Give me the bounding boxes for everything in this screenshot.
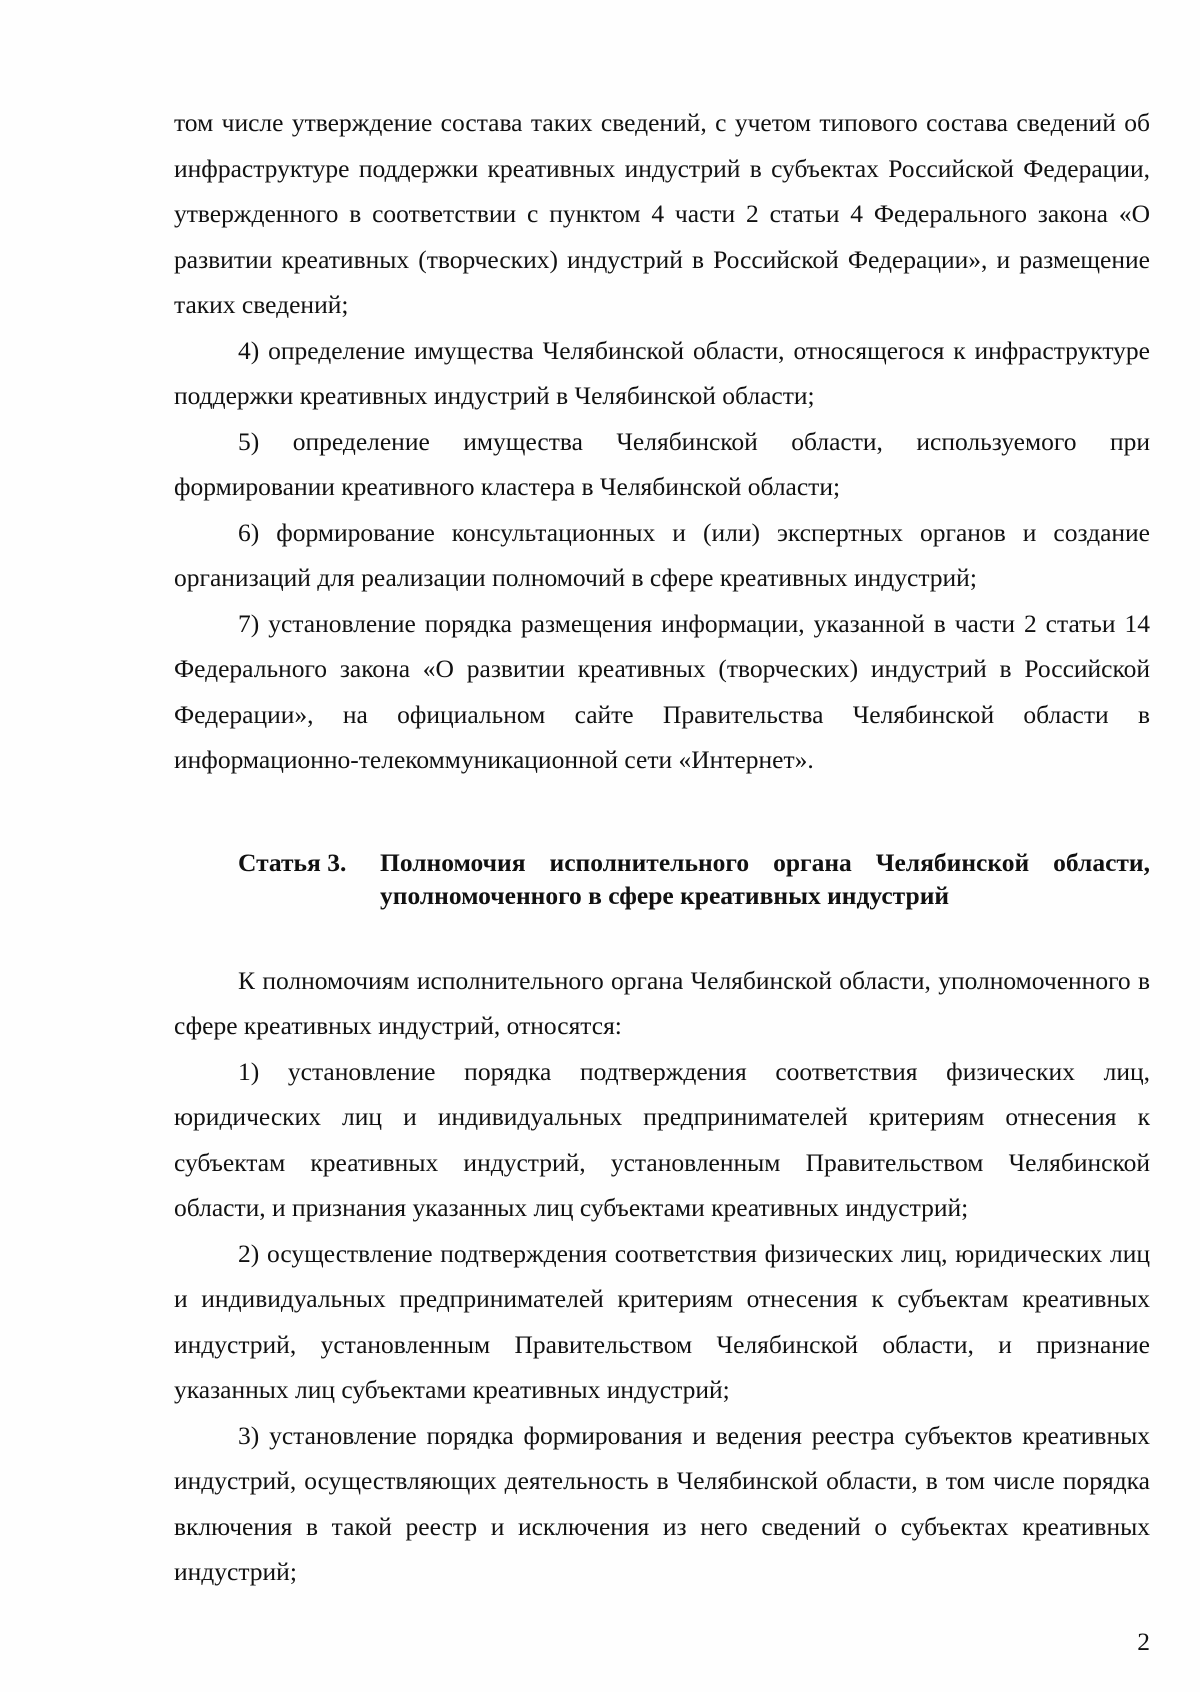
- heading-spacer: [174, 912, 1150, 958]
- article-label: Статья 3.: [238, 847, 347, 877]
- article-title: Полномочия исполнительного органа Челябинской области, уполномоченного в сфере креативных индустрий: [380, 847, 1150, 910]
- list-item-4: 4) определение имущества Челябинской области, относящегося к инфраструктуре поддержки креативных индустрий в Челябинской области;: [174, 335, 1150, 410]
- article-intro-paragraph: К полномочиям исполнительного органа Челябинской области, уполномоченного в сфере креативных индустрий, относятся:: [174, 965, 1150, 1040]
- article-list-item-1: 1) установление порядка подтверждения соответствия физических лиц, юридических лиц и индивидуальных предпринимателей критериям отнесения к субъектам креативных индустрий, установленным Правительством Челябинской области, и признания указанных лиц субъектами креативных индустрий;: [174, 1056, 1150, 1222]
- continuation-paragraph: том числе утверждение состава таких сведений, с учетом типового состава сведений об инфраструктуре поддержки креативных индустрий в субъектах Российской Федерации, утвержденного в соответствии с пунктом 4 части 2 статьи 4 Федерального закона «О развитии креативных (творческих) индустрий в Российской Федерации», и размещение таких сведений;: [174, 108, 1150, 319]
- article-list-item-2: 2) осуществление подтверждения соответствия физических лиц, юридических лиц и индивидуальных предпринимателей критериям отнесения к субъектам креативных индустрий, установленным Правительством Челябинской области, и признание указанных лиц субъектами креативных индустрий;: [174, 1238, 1150, 1404]
- list-item-5: 5) определение имущества Челябинской области, используемого при формировании креативного кластера в Челябинской области;: [174, 426, 1150, 501]
- list-item-6: 6) формирование консультационных и (или) экспертных органов и создание организаций для реализации полномочий в сфере креативных индустрий;: [174, 517, 1150, 592]
- section-spacer: [174, 783, 1150, 846]
- list-item-7: 7) установление порядка размещения информации, указанной в части 2 статьи 14 Федерального закона «О развитии креативных (творческих) индустрий в Российской Федерации», на официальном сайте Правительства Челябинской области в информационно-телекоммуникационной сети «Интернет».: [174, 608, 1150, 774]
- document-body: [174, 100, 1150, 1595]
- article-heading: [238, 846, 1150, 912]
- article-list-item-3: 3) установление порядка формирования и ведения реестра субъектов креативных индустрий, осуществляющих деятельность в Челябинской области, в том числе порядка включения в такой реестр и исключения из него сведений о субъектах креативных индустрий;: [174, 1420, 1150, 1586]
- page-number: 2: [1137, 1627, 1150, 1656]
